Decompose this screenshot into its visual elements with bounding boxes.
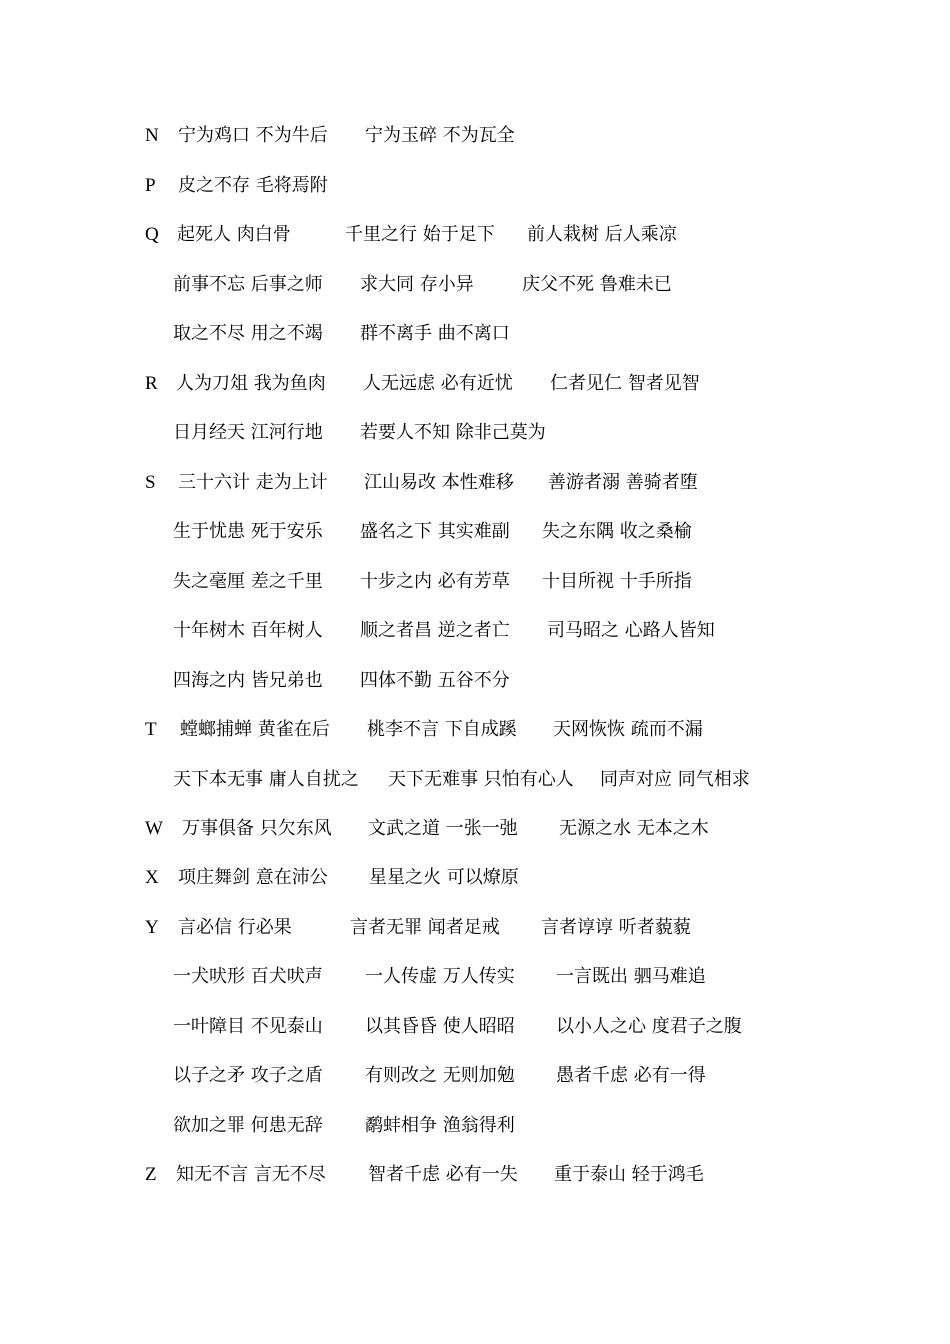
- idiom-phrase: 四海之内 皆兄弟也: [173, 670, 323, 691]
- idiom-row: [0, 863, 950, 893]
- idiom-phrase: 前人栽树 后人乘凉: [527, 224, 677, 245]
- idiom-phrase: 一人传虚 万人传实: [365, 966, 515, 987]
- idiom-phrase: 天网恢恢 疏而不漏: [553, 719, 703, 740]
- idiom-phrase: 愚者千虑 必有一得: [556, 1065, 706, 1086]
- idiom-phrase: 有则改之 无则加勉: [365, 1065, 515, 1086]
- idiom-phrase: 宁为鸡口 不为牛后: [178, 125, 328, 146]
- idiom-row: [0, 121, 950, 151]
- idiom-phrase: 无源之水 无本之木: [559, 818, 709, 839]
- idiom-row: [0, 567, 950, 597]
- idiom-row: [0, 517, 950, 547]
- idiom-phrase: 宁为玉碎 不为瓦全: [365, 125, 515, 146]
- idiom-phrase: 言必信 行必果: [178, 917, 292, 938]
- idiom-phrase: 取之不尽 用之不竭: [173, 323, 323, 344]
- idiom-row: [0, 666, 950, 696]
- idiom-phrase: 失之东隅 收之桑榆: [542, 521, 692, 542]
- idiom-phrase: 起死人 肉白骨: [177, 224, 291, 245]
- idiom-phrase: 项庄舞剑 意在沛公: [178, 867, 328, 888]
- idiom-phrase: 日月经天 江河行地: [173, 422, 323, 443]
- idiom-phrase: 螳螂捕蝉 黄雀在后: [180, 719, 330, 740]
- idiom-row: [0, 1061, 950, 1091]
- idiom-phrase: 一叶障目 不见泰山: [173, 1016, 323, 1037]
- idiom-phrase: 人无远虑 必有近忧: [363, 373, 513, 394]
- index-letter: P: [145, 175, 156, 196]
- idiom-phrase: 一犬吠形 百犬吠声: [173, 966, 323, 987]
- idiom-row: [0, 962, 950, 992]
- idiom-phrase: 仁者见仁 智者见智: [550, 373, 700, 394]
- idiom-row: [0, 715, 950, 745]
- idiom-phrase: 言者谆谆 听者藐藐: [541, 917, 691, 938]
- idiom-row: [0, 369, 950, 399]
- idiom-phrase: 欲加之罪 何患无辞: [173, 1115, 323, 1136]
- index-letter: Z: [145, 1164, 157, 1185]
- idiom-phrase: 星星之火 可以燎原: [369, 867, 519, 888]
- index-letter: T: [145, 719, 157, 740]
- idiom-phrase: 一言既出 驷马难追: [556, 966, 706, 987]
- idiom-phrase: 群不离手 曲不离口: [360, 323, 510, 344]
- idiom-phrase: 顺之者昌 逆之者亡: [360, 620, 510, 641]
- idiom-phrase: 天下本无事 庸人自扰之: [173, 769, 359, 790]
- idiom-phrase: 善游者溺 善骑者堕: [548, 472, 698, 493]
- idiom-row: [0, 1111, 950, 1141]
- index-letter: S: [145, 472, 156, 493]
- idiom-row: [0, 418, 950, 448]
- idiom-row: [0, 814, 950, 844]
- index-letter: R: [145, 373, 158, 394]
- idiom-phrase: 三十六计 走为上计: [178, 472, 328, 493]
- idiom-phrase: 前事不忘 后事之师: [173, 274, 323, 295]
- idiom-phrase: 千里之行 始于足下: [345, 224, 495, 245]
- idiom-phrase: 失之毫厘 差之千里: [173, 571, 323, 592]
- idiom-phrase: 知无不言 言无不尽: [176, 1164, 326, 1185]
- idiom-phrase: 司马昭之 心路人皆知: [547, 620, 715, 641]
- idiom-row: [0, 616, 950, 646]
- idiom-phrase: 同声对应 同气相求: [600, 769, 750, 790]
- idiom-phrase: 以其昏昏 使人昭昭: [365, 1016, 515, 1037]
- idiom-row: [0, 1160, 950, 1190]
- idiom-row: [0, 913, 950, 943]
- idiom-phrase: 江山易改 本性难移: [364, 472, 514, 493]
- idiom-phrase: 十年树木 百年树人: [173, 620, 323, 641]
- idiom-phrase: 鹬蚌相争 渔翁得利: [365, 1115, 515, 1136]
- idiom-row: [0, 220, 950, 250]
- idiom-phrase: 求大同 存小异: [360, 274, 474, 295]
- idiom-phrase: 文武之道 一张一弛: [368, 818, 518, 839]
- idiom-phrase: 以子之矛 攻子之盾: [173, 1065, 323, 1086]
- idiom-phrase: 万事俱备 只欠东风: [182, 818, 332, 839]
- idiom-phrase: 以小人之心 度君子之腹: [556, 1016, 742, 1037]
- idiom-phrase: 皮之不存 毛将焉附: [178, 175, 328, 196]
- idiom-row: [0, 319, 950, 349]
- idiom-phrase: 言者无罪 闻者足戒: [350, 917, 500, 938]
- index-letter: Y: [145, 917, 159, 938]
- idiom-phrase: 天下无难事 只怕有心人: [388, 769, 574, 790]
- idiom-phrase: 桃李不言 下自成蹊: [367, 719, 517, 740]
- idiom-row: [0, 1012, 950, 1042]
- index-letter: X: [145, 867, 159, 888]
- idiom-phrase: 四体不勤 五谷不分: [360, 670, 510, 691]
- idiom-phrase: 重于泰山 轻于鸿毛: [554, 1164, 704, 1185]
- idiom-phrase: 十步之内 必有芳草: [360, 571, 510, 592]
- index-letter: Q: [145, 224, 159, 245]
- idiom-phrase: 庆父不死 鲁难未已: [522, 274, 672, 295]
- idiom-phrase: 盛名之下 其实难副: [360, 521, 510, 542]
- idiom-row: [0, 765, 950, 795]
- idiom-row: [0, 171, 950, 201]
- idiom-phrase: 人为刀俎 我为鱼肉: [176, 373, 326, 394]
- idiom-row: [0, 468, 950, 498]
- idiom-phrase: 十目所视 十手所指: [542, 571, 692, 592]
- idiom-phrase: 生于忧患 死于安乐: [173, 521, 323, 542]
- index-letter: W: [145, 818, 163, 839]
- index-letter: N: [145, 125, 159, 146]
- idiom-phrase: 若要人不知 除非己莫为: [360, 422, 546, 443]
- idiom-row: [0, 270, 950, 300]
- idiom-phrase: 智者千虑 必有一失: [368, 1164, 518, 1185]
